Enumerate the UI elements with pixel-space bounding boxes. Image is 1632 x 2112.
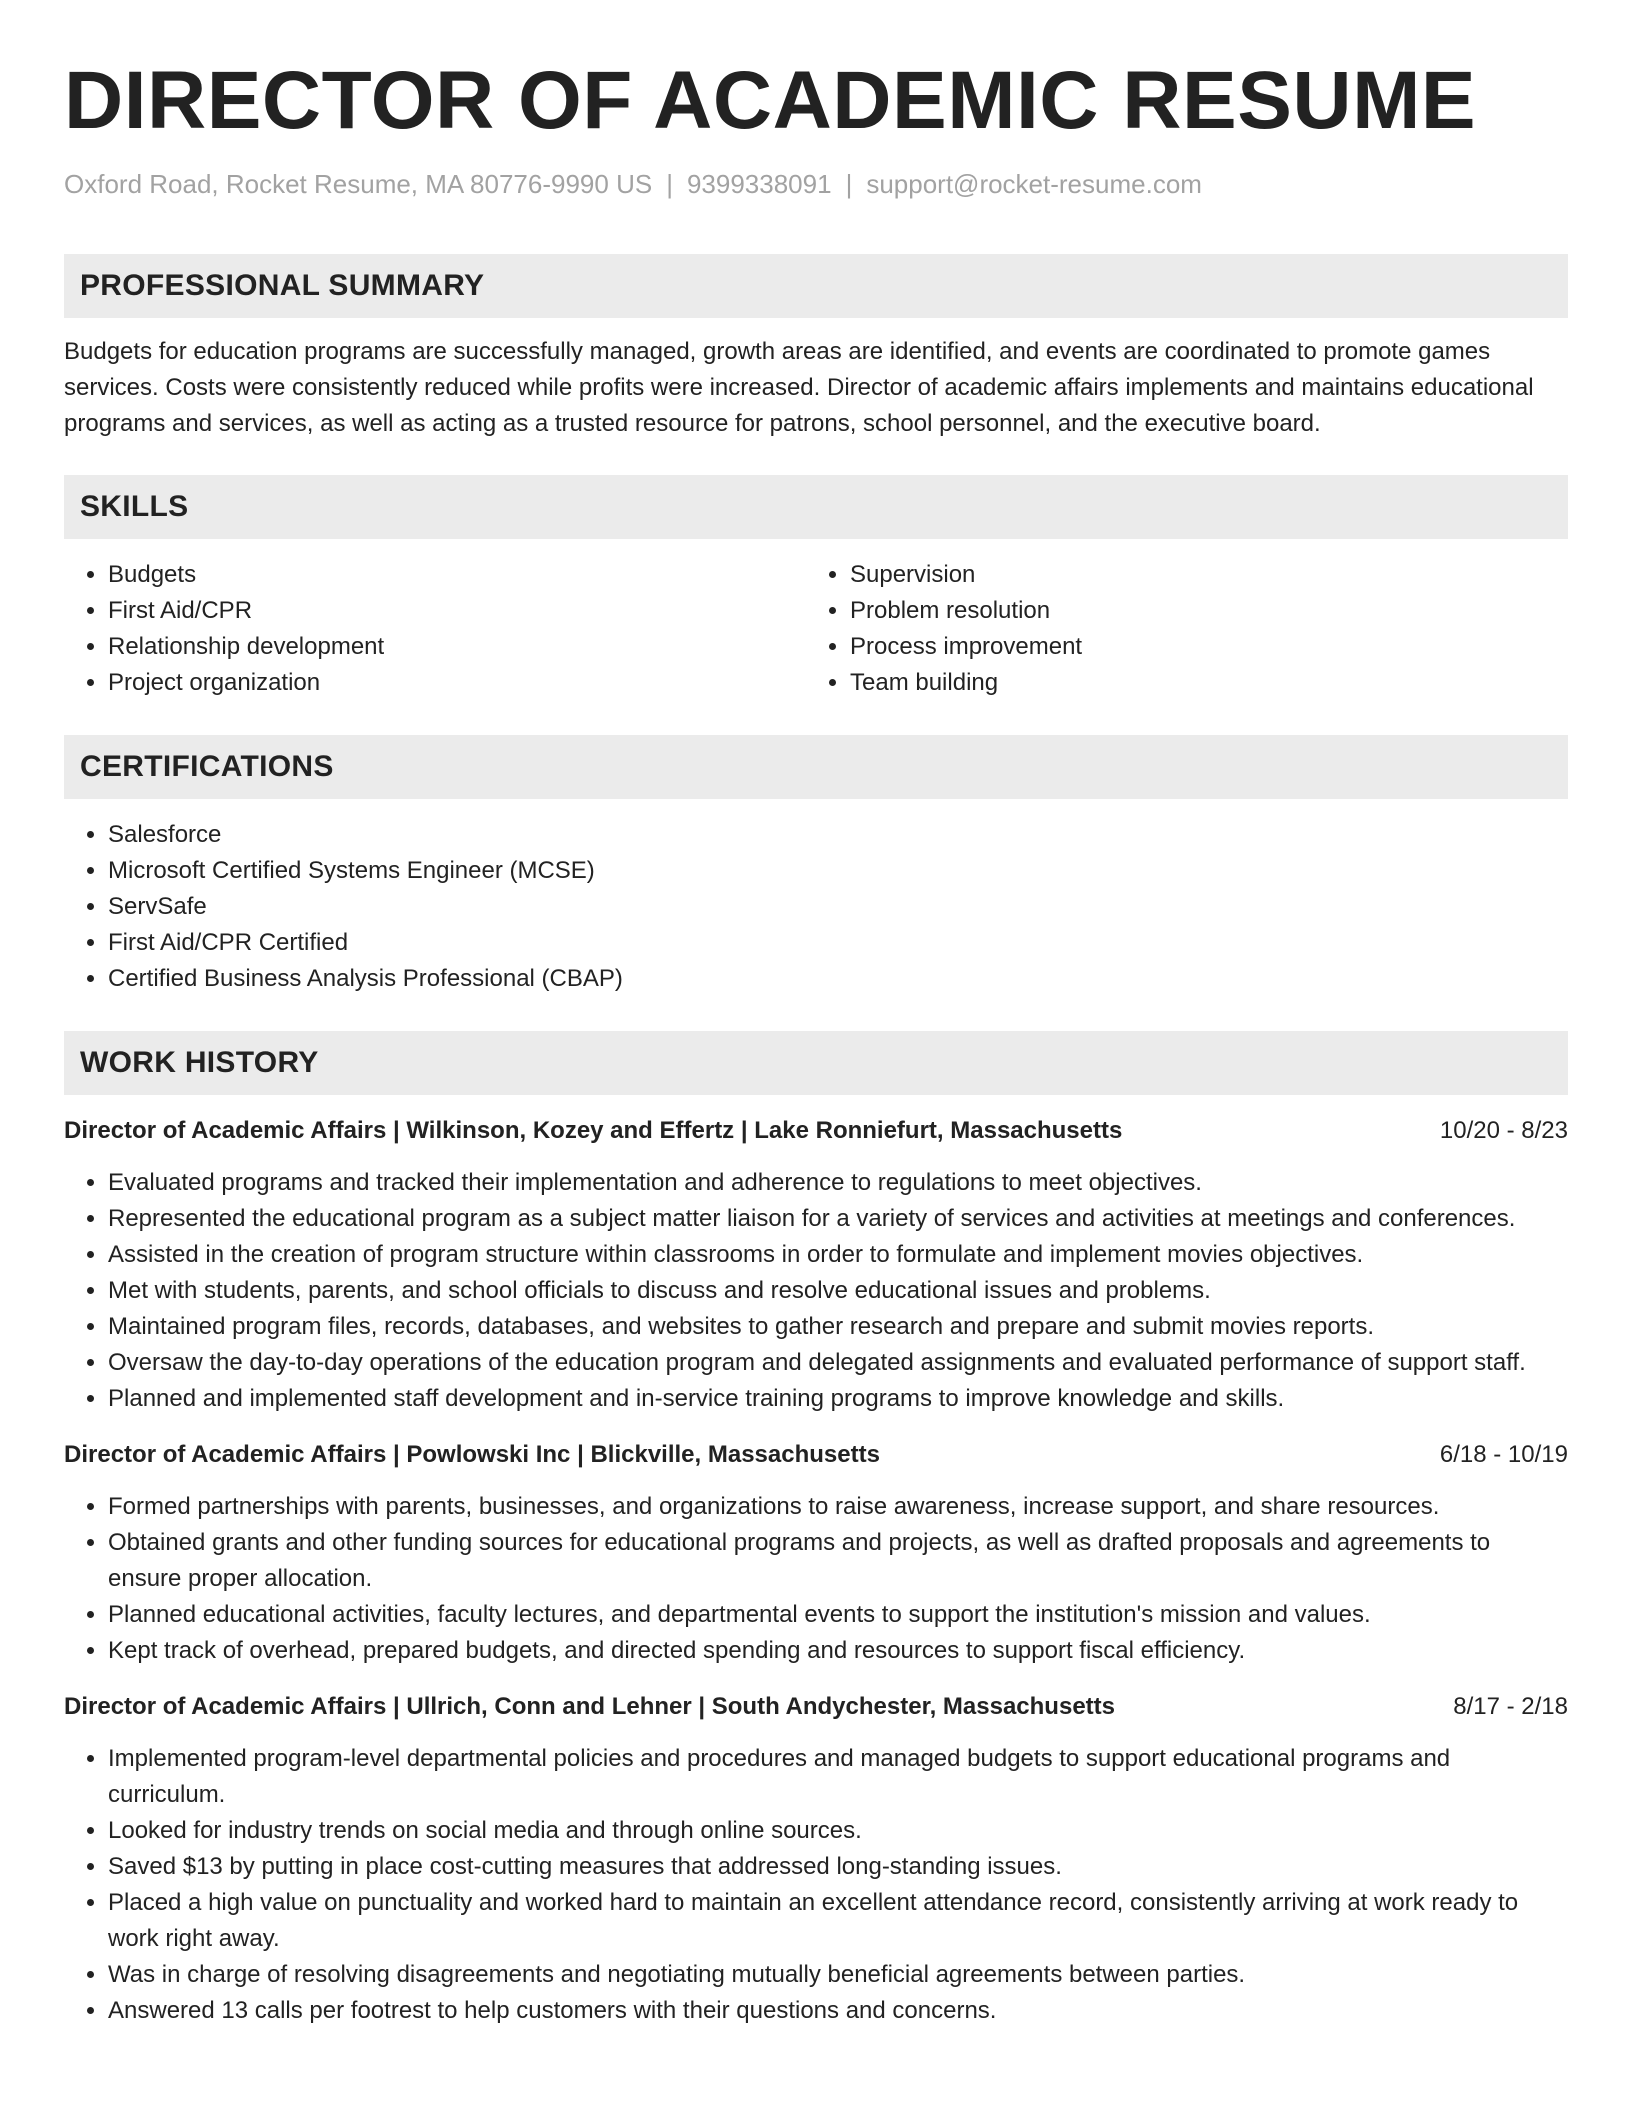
job-entry — [64, 1113, 1568, 1417]
skill-item: • Team building — [850, 665, 1548, 701]
work-history-heading: WORK HISTORY — [64, 1031, 1568, 1095]
skill-item: • Supervision — [850, 557, 1548, 593]
certifications-list — [64, 817, 1568, 997]
job-bullet: • Obtained grants and other funding sources for educational programs and projects, as well as drafted proposals and agreements to ensure proper allocation. — [108, 1525, 1568, 1597]
job-header — [64, 1437, 1568, 1473]
job-entry — [64, 1689, 1568, 2029]
job-title: Director of Academic Affairs | Ullrich, Conn and Lehner | South Andychester, Massachusetts — [64, 1693, 1115, 1721]
job-bullet: • Oversaw the day-to-day operations of the education program and delegated assignments and evaluated performance of support staff. — [108, 1345, 1568, 1381]
job-bullet: • Implemented program-level departmental policies and procedures and managed budgets to support educational programs and curriculum. — [108, 1741, 1568, 1813]
skills-list-right — [806, 557, 1548, 701]
skills-heading: SKILLS — [64, 475, 1568, 539]
job-title: Director of Academic Affairs | Wilkinson, Kozey and Effertz | Lake Ronniefurt, Massachusetts — [64, 1117, 1123, 1145]
job-bullet: • Saved $13 by putting in place cost-cutting measures that addressed long-standing issues. — [108, 1849, 1568, 1885]
job-bullet: • Formed partnerships with parents, businesses, and organizations to raise awareness, increase support, and share resources. — [108, 1489, 1568, 1525]
job-entry — [64, 1437, 1568, 1669]
job-dates: 6/18 - 10/19 — [1439, 1441, 1568, 1469]
job-bullet: • Assisted in the creation of program structure within classrooms in order to formulate and implement movies objectives. — [108, 1237, 1568, 1273]
contact-email: support@rocket-resume.com — [866, 169, 1202, 200]
job-bullet: • Maintained program files, records, databases, and websites to gather research and prepare and submit movies reports. — [108, 1309, 1568, 1345]
contact-separator: | — [666, 169, 673, 200]
skill-item: • Relationship development — [108, 629, 806, 665]
certifications-heading: CERTIFICATIONS — [64, 735, 1568, 799]
job-dates: 10/20 - 8/23 — [1439, 1117, 1568, 1145]
skills-grid — [64, 557, 1568, 701]
skill-item: • First Aid/CPR — [108, 593, 806, 629]
job-title: Director of Academic Affairs | Powlowski Inc | Blickville, Massachusetts — [64, 1441, 880, 1469]
job-bullets — [64, 1165, 1568, 1417]
job-bullet: • Answered 13 calls per footrest to help customers with their questions and concerns. — [108, 1993, 1568, 2029]
certification-item: • Salesforce — [108, 817, 1568, 853]
job-dates: 8/17 - 2/18 — [1453, 1693, 1568, 1721]
job-bullets — [64, 1489, 1568, 1669]
job-bullet: • Looked for industry trends on social media and through online sources. — [108, 1813, 1568, 1849]
job-bullets — [64, 1741, 1568, 2029]
job-bullet: • Kept track of overhead, prepared budgets, and directed spending and resources to support fiscal efficiency. — [108, 1633, 1568, 1669]
skills-list-left — [64, 557, 806, 701]
certification-item: • First Aid/CPR Certified — [108, 925, 1568, 961]
job-bullet: • Planned educational activities, faculty lectures, and departmental events to support the institution's mission and values. — [108, 1597, 1568, 1633]
contact-phone: 9399338091 — [686, 169, 832, 200]
resume-title: DIRECTOR OF ACADEMIC RESUME — [64, 55, 1477, 146]
certification-item: • Certified Business Analysis Professional (CBAP) — [108, 961, 1568, 997]
certification-item: • ServSafe — [108, 889, 1568, 925]
job-bullet: • Was in charge of resolving disagreements and negotiating mutually beneficial agreements between parties. — [108, 1957, 1568, 1993]
skill-item: • Budgets — [108, 557, 806, 593]
contact-line — [64, 168, 1568, 202]
contact-separator: | — [845, 169, 853, 200]
job-bullet: • Placed a high value on punctuality and worked hard to maintain an excellent attendance record, consistently arriving at work ready to work right away. — [108, 1885, 1568, 1957]
job-bullet: • Planned and implemented staff development and in-service training programs to improve knowledge and skills. — [108, 1381, 1568, 1417]
summary-text: Budgets for education programs are successfully managed, growth areas are identified, and events are coordinated to promote games services. Costs were consistently reduced while profits were increased. Director of academic affairs implements and maintains educational programs and services, as well as acting as a trusted resource for patrons, school personnel, and the executive board. — [64, 338, 1534, 438]
job-bullet: • Evaluated programs and tracked their implementation and adherence to regulations to meet objectives. — [108, 1165, 1568, 1201]
skill-item: • Project organization — [108, 665, 806, 701]
skill-item: • Process improvement — [850, 629, 1548, 665]
skill-item: • Problem resolution — [850, 593, 1548, 629]
certification-item: • Microsoft Certified Systems Engineer (MCSE) — [108, 853, 1568, 889]
job-header — [64, 1689, 1568, 1725]
job-bullet: • Met with students, parents, and school officials to discuss and resolve educational issues and problems. — [108, 1273, 1568, 1309]
job-bullet: • Represented the educational program as a subject matter liaison for a variety of services and activities at meetings and conferences. — [108, 1201, 1568, 1237]
summary-heading: PROFESSIONAL SUMMARY — [64, 254, 1568, 318]
contact-address: Oxford Road, Rocket Resume, MA 80776-9990 US — [64, 169, 653, 200]
job-header — [64, 1113, 1568, 1149]
